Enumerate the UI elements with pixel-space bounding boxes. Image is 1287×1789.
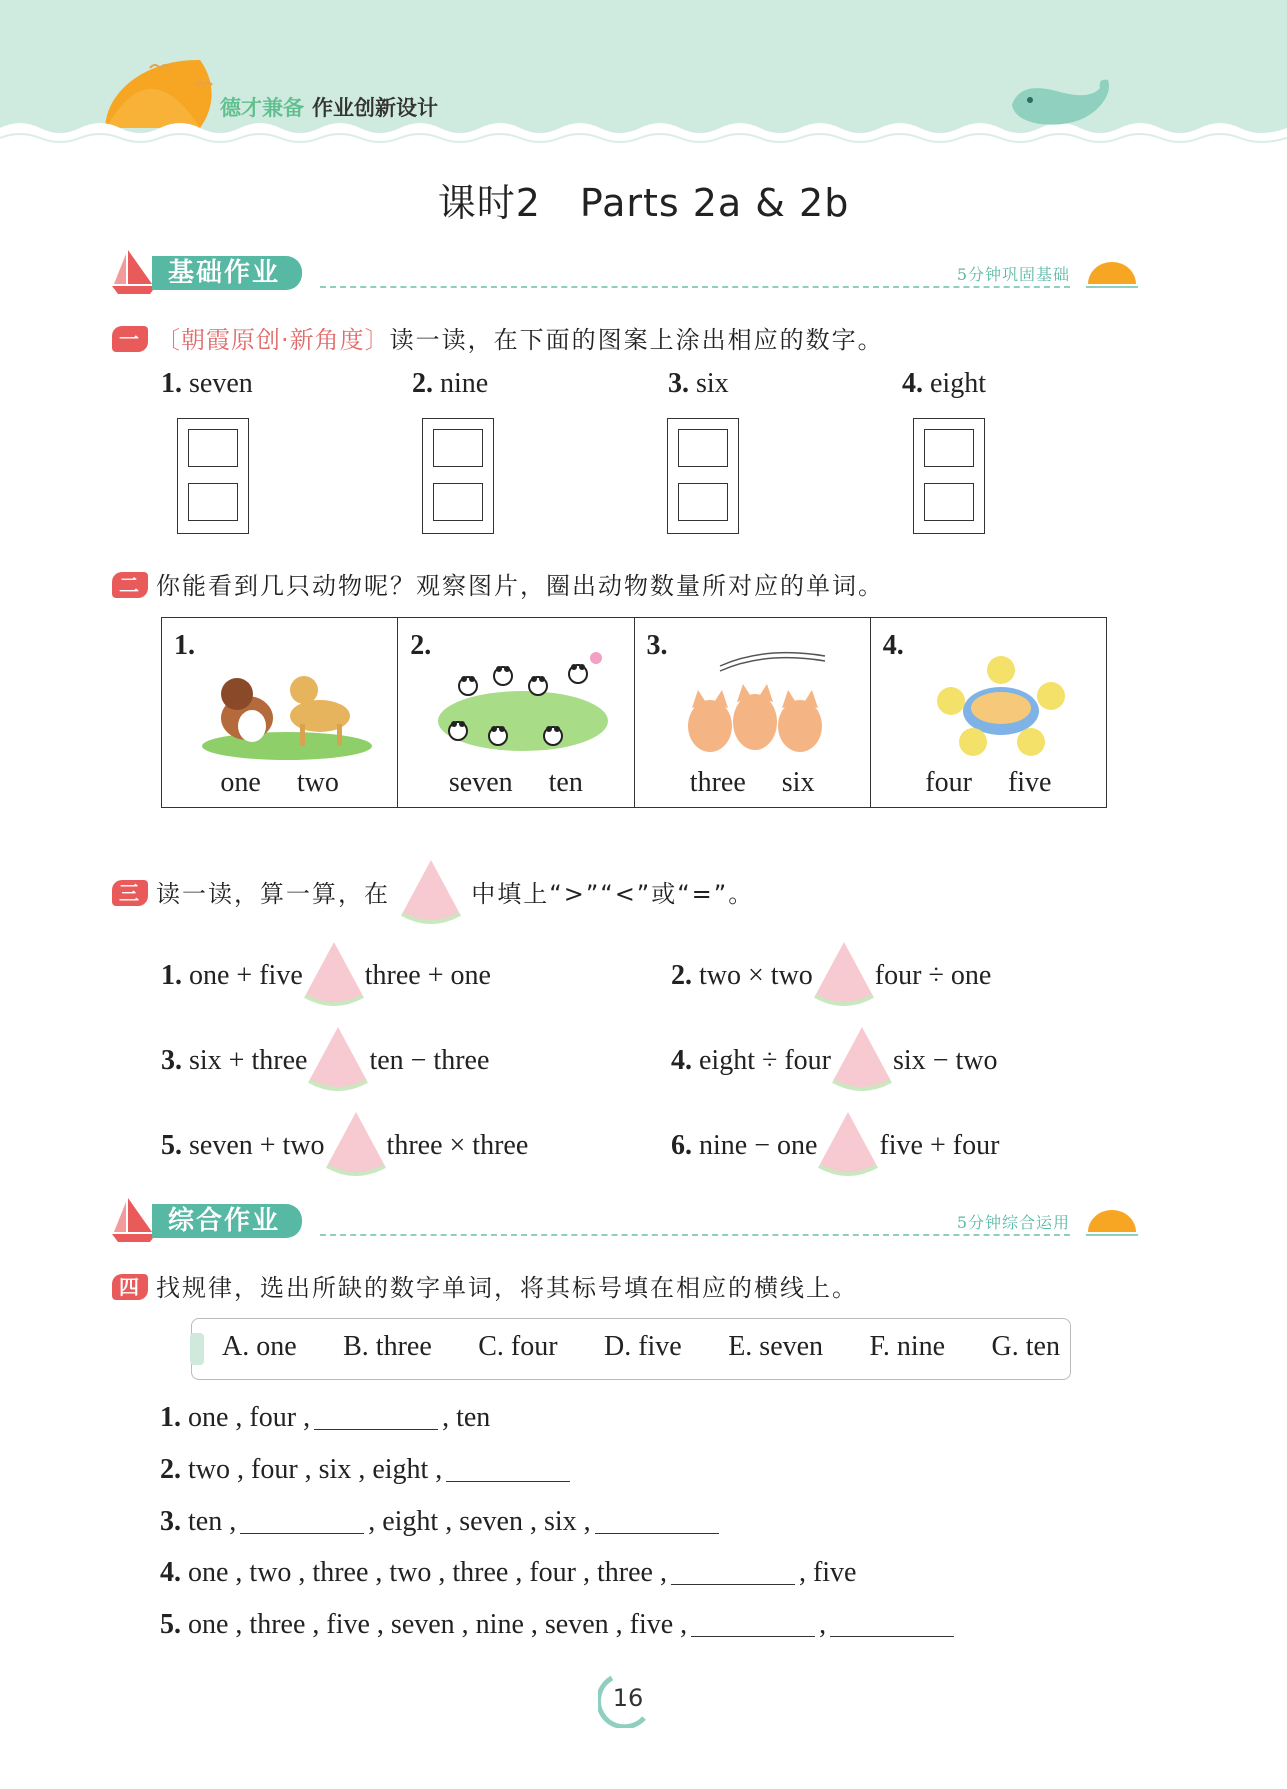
question-badge: 三 <box>112 880 148 906</box>
question-badge: 四 <box>112 1274 148 1300</box>
question-instruction: 你能看到几只动物呢？观察图片，圈出动物数量所对应的单词。 <box>156 572 884 600</box>
q2-number: 4. <box>882 630 904 661</box>
q2-option[interactable]: three <box>689 767 746 798</box>
answer-blank[interactable] <box>314 1406 438 1430</box>
answer-melon[interactable] <box>325 1110 387 1176</box>
q2-option[interactable]: five <box>1007 767 1052 798</box>
digit-pattern[interactable] <box>422 418 494 534</box>
q2-options <box>398 767 633 799</box>
option-d: D. five <box>603 1331 682 1362</box>
brand-dark-text: 作业创新设计 <box>312 96 438 120</box>
q2-cell <box>871 618 1106 807</box>
compare-item: 5. seven + two three × three <box>161 1110 528 1176</box>
sailboat-icon <box>110 1194 158 1244</box>
section-note-comprehensive: 5分钟综合运用 <box>956 1213 1070 1232</box>
answer-melon[interactable] <box>817 1110 879 1176</box>
word-options-box <box>191 1318 1071 1380</box>
divider <box>320 1234 1070 1236</box>
q2-options <box>871 767 1106 799</box>
sequence-item: 5. one , three , five , seven , nine , seven , five , , <box>160 1609 958 1641</box>
header-decoration <box>0 0 1287 150</box>
dogs-icon <box>192 646 372 766</box>
q2-option[interactable]: six <box>781 767 815 798</box>
section-note-basic: 5分钟巩固基础 <box>956 265 1070 284</box>
option-b: B. three <box>343 1331 432 1362</box>
option-c: C. four <box>478 1331 558 1362</box>
sequence-item: 4. one , two , three , two , three , four , three , , five <box>160 1557 857 1588</box>
q2-cell <box>635 618 871 807</box>
question-instruction: 读一读，在下面的图案上涂出相应的数字。 <box>389 326 884 354</box>
divider <box>320 286 1070 288</box>
q1-item: 1. seven <box>161 368 253 399</box>
source-label: 〔朝霞原创·新角度〕 <box>156 326 390 354</box>
sequence-item: 1. one , four , , ten <box>160 1402 491 1433</box>
q2-cell <box>398 618 634 807</box>
page-number: 16 <box>612 1684 644 1712</box>
header-band <box>0 0 1287 150</box>
q2-options <box>162 767 397 799</box>
digit-pattern[interactable] <box>667 418 739 534</box>
watermelon-icon <box>400 858 462 924</box>
page-title: 课时2 Parts 2a & 2b <box>437 181 850 225</box>
q2-options <box>635 767 870 799</box>
q2-number: 3. <box>646 630 668 661</box>
sequence-item: 3. ten , , eight , seven , six , <box>160 1506 723 1538</box>
option-e: E. seven <box>728 1331 824 1362</box>
question-3-header <box>112 858 754 924</box>
compare-item: 6. nine − one five + four <box>671 1110 999 1176</box>
question-badge: 二 <box>112 572 148 598</box>
section-banner-comprehensive <box>110 1192 1150 1248</box>
digit-pattern[interactable] <box>177 418 249 534</box>
chicks-icon <box>901 646 1081 766</box>
question-instruction: 找规律，选出所缺的数字单词，将其标号填在相应的横线上。 <box>156 1274 858 1302</box>
answer-melon[interactable] <box>307 1025 369 1091</box>
q2-number: 2. <box>410 630 432 661</box>
brand-label <box>220 92 438 122</box>
answer-blank[interactable] <box>446 1458 570 1482</box>
answer-blank[interactable] <box>240 1510 364 1534</box>
question-2-header <box>112 566 884 601</box>
compare-item: 1. one + five three + one <box>161 940 491 1006</box>
q1-item: 4. eight <box>902 368 986 399</box>
question-1-header <box>112 320 884 355</box>
option-f: F. nine <box>869 1331 946 1362</box>
q2-number: 1. <box>174 630 195 661</box>
question-instruction: 读一读，算一算，在 <box>156 880 390 908</box>
sequence-item: 2. two , four , six , eight , <box>160 1454 574 1486</box>
q2-option[interactable]: two <box>296 767 339 798</box>
answer-blank[interactable] <box>595 1510 719 1534</box>
sunset-icon <box>1082 1200 1142 1240</box>
sailboat-icon <box>110 246 158 296</box>
answer-melon[interactable] <box>831 1025 893 1091</box>
leaf-decoration <box>190 1333 204 1365</box>
answer-blank[interactable] <box>830 1613 954 1637</box>
animal-count-table <box>161 617 1107 808</box>
digit-pattern[interactable] <box>913 418 985 534</box>
section-title-basic: 基础作业 <box>152 256 302 290</box>
q1-item: 3. six <box>668 368 729 399</box>
question-badge: 一 <box>112 326 148 352</box>
q2-option[interactable]: seven <box>448 767 513 798</box>
answer-melon[interactable] <box>813 940 875 1006</box>
q1-item: 2. nine <box>412 368 489 399</box>
q2-option[interactable]: one <box>220 767 261 798</box>
pandas-icon <box>428 646 608 766</box>
compare-item: 4. eight ÷ four six − two <box>671 1025 997 1091</box>
brand-green-text: 德才兼备 <box>220 96 304 120</box>
q2-cell <box>162 618 398 807</box>
answer-blank[interactable] <box>671 1561 795 1585</box>
question-instruction-2: 中填上“>”“<”或“=”。 <box>471 880 755 908</box>
sunset-icon <box>1082 252 1142 292</box>
option-g: G. ten <box>991 1331 1060 1362</box>
answer-melon[interactable] <box>303 940 365 1006</box>
cats-icon <box>665 646 845 766</box>
section-banner-basic <box>110 244 1150 300</box>
compare-item: 2. two × two four ÷ one <box>671 940 991 1006</box>
whale-icon <box>1012 80 1109 125</box>
answer-blank[interactable] <box>691 1613 815 1637</box>
section-title-comprehensive: 综合作业 <box>152 1204 302 1238</box>
q2-option[interactable]: ten <box>548 767 583 798</box>
compare-item: 3. six + three ten − three <box>161 1025 489 1091</box>
option-a: A. one <box>222 1331 297 1362</box>
q2-option[interactable]: four <box>925 767 972 798</box>
question-4-header <box>112 1268 858 1303</box>
